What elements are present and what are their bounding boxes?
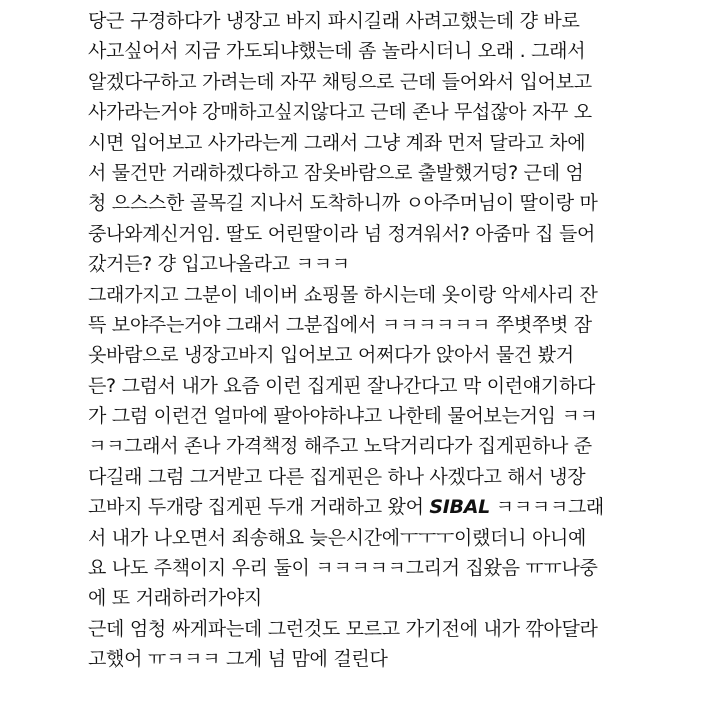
text-line: 근데 엄청 싸게파는데 그런것도 모르고 가기전에 내가 깎아달라 (88, 617, 598, 640)
text-segment: ㅋㅋㅋㅋ그래 (489, 496, 604, 519)
text-line: 청 으스스한 골목길 지나서 도착하니까 ㅇ아주머님이 딸이랑 마 (88, 192, 598, 215)
text-line: 서 물건만 거래하겠다하고 잠옷바람으로 출발했거덩? 근데 엄 (88, 161, 584, 184)
text-line: ㅋㅋ그래서 존나 가격책정 해주고 노닥거리다가 집게핀하나 준 (88, 435, 592, 458)
text-line-emphasis (88, 492, 648, 522)
emphasis-text: SIBAL (429, 496, 490, 519)
text-line: 시면 입어보고 사가라는게 그래서 그냥 계좌 먼저 달라고 차에 (88, 131, 586, 154)
text-line: 사고싶어서 지금 가도되냐했는데 좀 놀라시더니 오래 . 그래서 (88, 40, 586, 63)
text-line: 알겠다구하고 가려는데 자꾸 채팅으로 근데 들어와서 입어보고 (88, 70, 592, 93)
text-line: 갔거든? 걍 입고나올라고 ㅋㅋㅋ (88, 253, 350, 276)
text-line: 뜩 보야주는거야 그래서 그분집에서 ㅋㅋㅋㅋㅋㅋ 쭈볏쭈볏 잠 (88, 313, 592, 336)
text-line: 요 나도 주책이지 우리 둘이 ㅋㅋㅋㅋㅋ그리거 집왔음 ㅠㅠ나중 (88, 557, 598, 580)
text-line: 다길래 그럼 그거받고 다른 집게핀은 하나 사겠다고 해서 냉장 (88, 465, 586, 488)
text-line: 옷바람으로 냉장고바지 입어보고 어쩌다가 앉아서 물건 봤거 (88, 344, 574, 367)
text-line: 중나와계신거임. 딸도 어린딸이라 넘 정겨워서? 아줌마 집 들어 (88, 222, 596, 245)
post-text (88, 6, 648, 675)
text-line: 사가라는거야 강매하고싶지않다고 근데 존나 무섭잖아 자꾸 오 (88, 101, 592, 124)
text-line: 당근 구경하다가 냉장고 바지 파시길래 사려고했는데 걍 바로 (88, 10, 580, 32)
text-line: 에 또 거래하러가야지 (88, 587, 262, 610)
text-line: 든? 그럼서 내가 요즘 이런 집게핀 잘나간다고 막 이런얘기하다 (88, 374, 596, 397)
text-line: 가 그럼 이런건 얼마에 팔아야하냐고 나한테 물어보는거임 ㅋㅋ (88, 405, 598, 428)
text-line: 그래가지고 그분이 네이버 쇼핑몰 하시는데 옷이랑 악세사리 잔 (88, 283, 598, 306)
text-segment: 고바지 두개랑 집게핀 두개 거래하고 왔어 (88, 496, 430, 519)
text-line: 고했어 ㅠㅋㅋㅋ 그게 넘 맘에 걸린다 (88, 648, 388, 671)
text-line: 서 내가 나오면서 죄송해요 늦은시간에ㅜㅜㅜ이랬더니 아니예 (88, 526, 587, 549)
